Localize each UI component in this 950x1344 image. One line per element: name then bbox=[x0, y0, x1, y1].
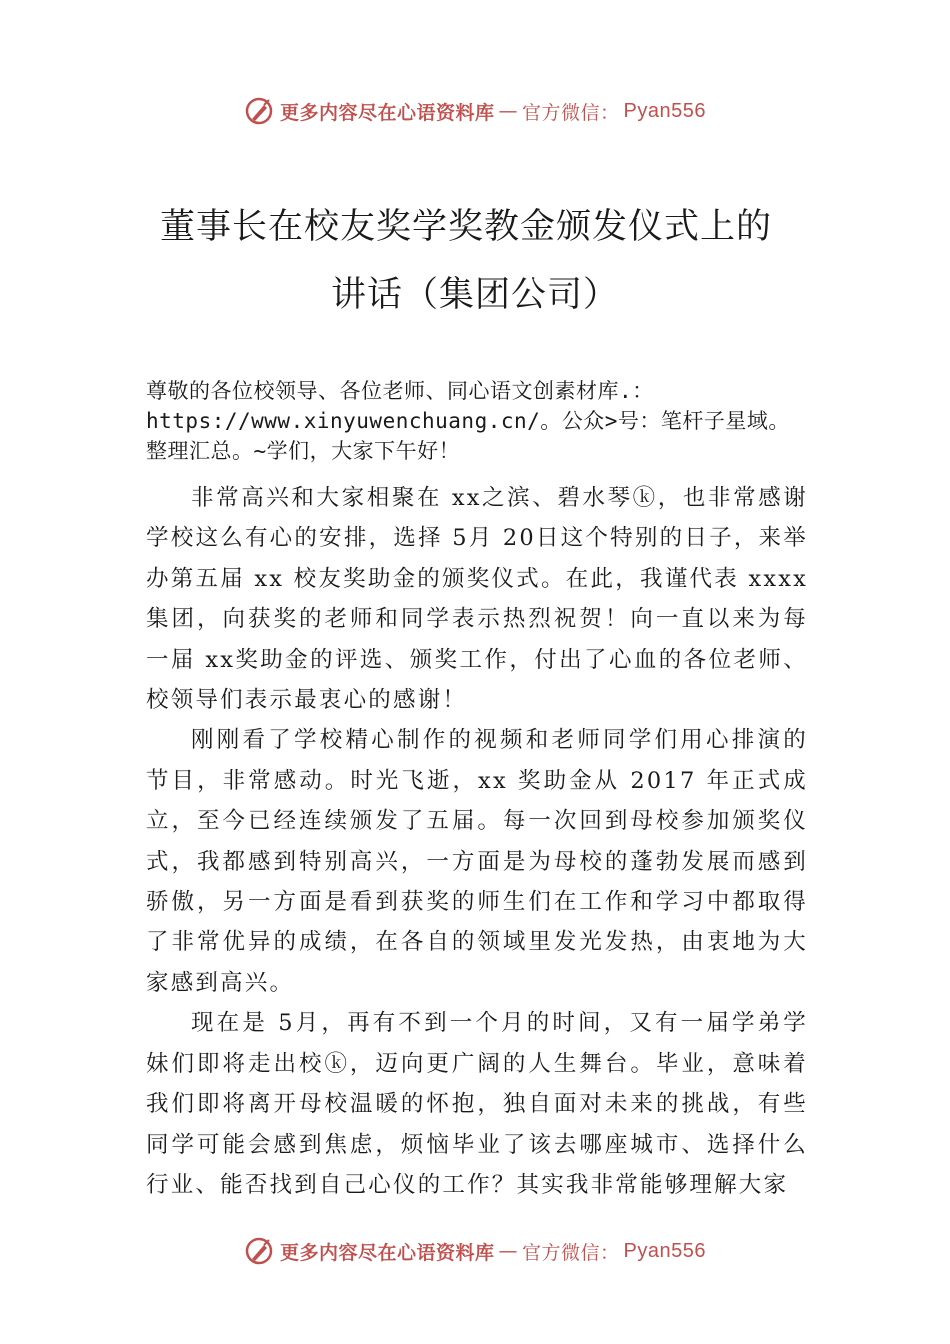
banner-wechat-code: Pyan556 bbox=[623, 1239, 706, 1262]
pen-logo-icon bbox=[244, 96, 274, 126]
banner-official-label: 官方微信： bbox=[522, 101, 620, 124]
document-title-line1: 董事长在校友奖学奖教金颁发仪式上的 bbox=[160, 207, 773, 247]
body-paragraph: 刚刚看了学校精心制作的视频和老师同学们用心排演的节目，非常感动。时光飞逝，xx 奖助金从 2017 年正式成立，至今已经连续颁发了五届。每一次回到母校参加颁奖仪式，我都感到特别高兴，一方面是为母校的蓬勃发展而感到骄傲，另一方面是看到获奖的师生们在工作和学习中都取得了非常优异的成绩，在各自的领域里发光发热，由衷地为大家感到高兴。 bbox=[146, 727, 808, 996]
banner-wechat-code: Pyan556 bbox=[623, 99, 706, 122]
header-watermark-banner bbox=[0, 96, 950, 126]
greeting-line: 整理汇总。~学们，大家下午好！ bbox=[146, 439, 461, 463]
speech-body bbox=[146, 478, 808, 1205]
banner-separator: — bbox=[498, 100, 519, 122]
banner-official-label: 官方微信： bbox=[522, 1241, 620, 1264]
footer-watermark-banner bbox=[0, 1236, 950, 1266]
body-paragraph: 现在是 5月，再有不到一个月的时间，又有一届学弟学妹们即将走出校ⓚ，迈向更广阔的人生舞台。毕业，意味着我们即将离开母校温暖的怀抱，独自面对未来的挑战，有些同学可能会感到焦虑，烦恼毕业了该去哪座城市、选择什么行业、能否找到自己心仪的工作？其实我非常能够理解大家 bbox=[146, 1010, 808, 1198]
banner-library-text: 更多内容尽在心语资料库 bbox=[280, 101, 495, 124]
body-paragraph: 非常高兴和大家相聚在 xx之滨、碧水琴ⓚ，也非常感谢学校这么有心的安排，选择 5月 20日这个特别的日子，来举办第五届 xx 校友奖助金的颁奖仪式。在此，我谨代表 xxxx集团，向获奖的老师和同学表示热烈祝贺！向一直以来为每一届 xx奖助金的评选、颁奖工作，付出了心血的各位老师、校领导们表示最衷心的感谢！ bbox=[146, 485, 808, 714]
document-title-line2: 讲话（集团公司） bbox=[330, 275, 619, 315]
pen-logo-icon bbox=[244, 1236, 274, 1266]
greeting-block bbox=[146, 376, 816, 466]
greeting-line: 尊敬的各位校领导、各位老师、同心语文创素材库.： bbox=[146, 379, 654, 403]
banner-library-text: 更多内容尽在心语资料库 bbox=[280, 1241, 495, 1264]
greeting-line: https://www.xinyuwenchuang.cn/。公众>号：笔杆子星域。 bbox=[146, 409, 790, 433]
banner-separator: — bbox=[498, 1240, 519, 1262]
